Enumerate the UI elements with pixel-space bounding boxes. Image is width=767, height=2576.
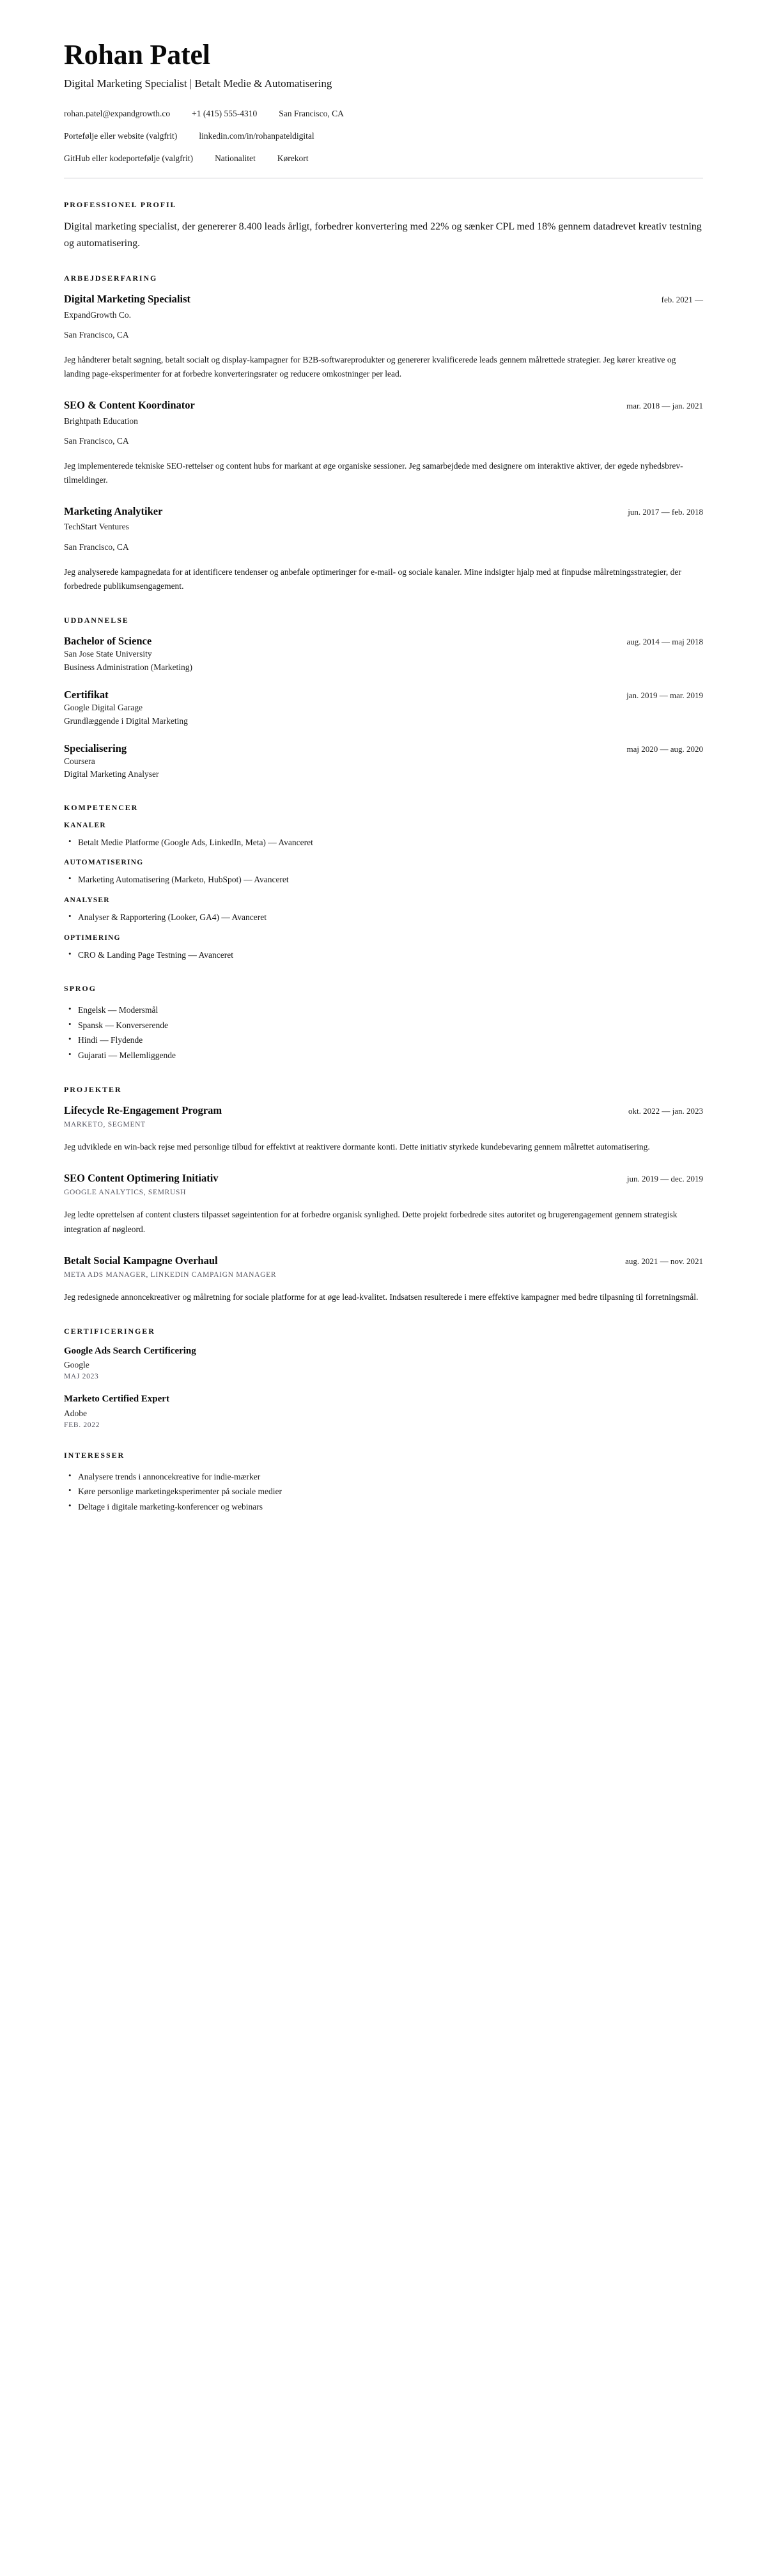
project-entry bbox=[64, 1104, 703, 1155]
section-experience bbox=[64, 274, 703, 594]
language-item: • Hindi — Flydende bbox=[78, 1033, 703, 1048]
project-name: SEO Content Optimering Initiativ bbox=[64, 1171, 219, 1184]
project-entry bbox=[64, 1254, 703, 1305]
skill-list bbox=[64, 872, 703, 887]
education-degree: Specialisering bbox=[64, 742, 127, 754]
project-date: aug. 2021 — nov. 2021 bbox=[625, 1256, 703, 1266]
section-title-skills: KOMPETENCER bbox=[64, 802, 139, 812]
experience-entry-head bbox=[64, 504, 703, 518]
language-item: • Spansk — Konverserende bbox=[78, 1018, 703, 1033]
experience-role: Marketing Analytiker bbox=[64, 504, 163, 517]
certification-entry bbox=[64, 1393, 703, 1429]
section-title-interests: INTERESSER bbox=[64, 1450, 125, 1460]
section-education bbox=[64, 616, 703, 781]
skill-group-title: OPTIMERING bbox=[64, 933, 121, 942]
profile-summary: Digital marketing specialist, der genererer 8.400 leads årligt, forbedrer konvertering med 22% og sænker CPL med 18% gennem datadrevet kreativ testning og automatisering. bbox=[64, 221, 702, 249]
project-entry-head bbox=[64, 1104, 703, 1117]
education-school: Coursera bbox=[64, 756, 95, 767]
skill-item: • Marketing Automatisering (Marketo, HubSpot) — Avanceret bbox=[78, 872, 703, 887]
section-projects bbox=[64, 1085, 703, 1305]
education-entry-head bbox=[64, 634, 703, 648]
skill-group bbox=[64, 896, 703, 925]
language-list bbox=[64, 1003, 703, 1063]
skill-list bbox=[64, 910, 703, 925]
project-entry bbox=[64, 1171, 703, 1237]
certification-issuer: Google bbox=[64, 1360, 89, 1370]
section-title-experience: ARBEJDSERFARING bbox=[64, 274, 158, 283]
section-interests bbox=[64, 1451, 703, 1515]
education-entry-head bbox=[64, 688, 703, 701]
phone-text: +1 (415) 555-4310 bbox=[192, 108, 258, 118]
interest-list bbox=[64, 1469, 703, 1515]
project-description: Jeg ledte oprettelsen af content clusters tilpasset søgeintention for at forbedre organisk synlighed. Dette projekt forbedrede sites autoritet og brugerengagement gennem strategisk integration af nøgleord. bbox=[64, 1210, 678, 1234]
interest-item: • Deltage i digitale marketing-konferencer og webinars bbox=[78, 1499, 703, 1515]
section-profile bbox=[64, 200, 703, 252]
linkedin-text: linkedin.com/in/rohanpateldigital bbox=[199, 130, 314, 141]
skill-item: • Analyser & Rapportering (Looker, GA4) — Avanceret bbox=[78, 910, 703, 925]
certification-name: Marketo Certified Expert bbox=[64, 1394, 169, 1405]
experience-location: San Francisco, CA bbox=[64, 330, 129, 340]
education-entry bbox=[64, 634, 703, 674]
skill-item: • Betalt Medie Platforme (Google Ads, LinkedIn, Meta) — Avanceret bbox=[78, 835, 703, 850]
project-name: Lifecycle Re-Engagement Program bbox=[64, 1104, 222, 1116]
skill-group bbox=[64, 822, 703, 850]
experience-date: feb. 2021 — bbox=[661, 295, 703, 305]
experience-description: Jeg analyserede kampagnedata for at identificere tendenser og anbefale optimeringer for e-mail- og sociale kanaler. Mine indsigter hjalp med at finpudse målretningsstrategier, der forbedrede publikumsengagement. bbox=[64, 566, 681, 591]
project-tags: GOOGLE ANALYTICS, SEMRUSH bbox=[64, 1189, 187, 1197]
education-entry bbox=[64, 742, 703, 781]
education-entry-head bbox=[64, 742, 703, 755]
education-date: maj 2020 — aug. 2020 bbox=[626, 744, 703, 754]
section-title-certifications: CERTIFICERINGER bbox=[64, 1326, 155, 1336]
experience-description: Jeg implementerede tekniske SEO-rettelser og content hubs for markant at øge organiske sessioner. Jeg samarbejdede med designere om interaktive aktiver, der øgede nyhedsbrev-tilmeldinger. bbox=[64, 460, 683, 485]
certification-entry bbox=[64, 1345, 703, 1381]
experience-date: mar. 2018 — jan. 2021 bbox=[626, 401, 703, 411]
skill-group-title: ANALYSER bbox=[64, 896, 110, 904]
education-entry bbox=[64, 688, 703, 728]
section-title-profile: PROFESSIONEL PROFIL bbox=[64, 200, 177, 210]
candidate-name: Rohan Patel bbox=[64, 39, 210, 70]
email-text: rohan.patel@expandgrowth.co bbox=[64, 108, 171, 118]
language-item: • Engelsk — Modersmål bbox=[78, 1003, 703, 1018]
education-degree: Bachelor of Science bbox=[64, 634, 152, 647]
experience-entry bbox=[64, 292, 703, 382]
certification-name: Google Ads Search Certificering bbox=[64, 1345, 196, 1356]
contact-row-2 bbox=[64, 130, 703, 143]
interest-item: • Analysere trends i annoncekreative for indie-mærker bbox=[78, 1469, 703, 1485]
experience-entry bbox=[64, 504, 703, 594]
education-field: Digital Marketing Analyser bbox=[64, 769, 159, 779]
experience-entry-head bbox=[64, 398, 703, 412]
experience-entry-head bbox=[64, 292, 703, 306]
contact-row-3 bbox=[64, 152, 703, 165]
resume-header bbox=[64, 40, 703, 178]
certification-date: FEB. 2022 bbox=[64, 1421, 100, 1429]
project-entry-head bbox=[64, 1171, 703, 1185]
project-tags: MARKETO, SEGMENT bbox=[64, 1121, 146, 1129]
section-skills bbox=[64, 803, 703, 963]
education-school: Google Digital Garage bbox=[64, 703, 143, 713]
section-certifications bbox=[64, 1327, 703, 1429]
experience-location: San Francisco, CA bbox=[64, 436, 129, 446]
portfolio-text: Portefølje eller website (valgfrit) bbox=[64, 130, 178, 141]
language-item: • Gujarati — Mellemliggende bbox=[78, 1048, 703, 1063]
section-title-projects: PROJEKTER bbox=[64, 1084, 122, 1094]
education-field: Business Administration (Marketing) bbox=[64, 662, 192, 672]
project-date: okt. 2022 — jan. 2023 bbox=[628, 1105, 703, 1116]
skill-group-title: AUTOMATISERING bbox=[64, 859, 144, 867]
section-title-languages: SPROG bbox=[64, 984, 97, 994]
interest-item: • Køre personlige marketingeksperimenter på sociale medier bbox=[78, 1484, 703, 1499]
experience-date: jun. 2017 — feb. 2018 bbox=[628, 506, 703, 517]
github-text: GitHub eller kodeportefølje (valgfrit) bbox=[64, 153, 194, 164]
education-date: jan. 2019 — mar. 2019 bbox=[626, 690, 703, 700]
experience-role: SEO & Content Koordinator bbox=[64, 399, 195, 412]
education-degree: Certifikat bbox=[64, 688, 109, 701]
certification-date: MAJ 2023 bbox=[64, 1373, 99, 1381]
skill-list bbox=[64, 948, 703, 963]
contact-row-1 bbox=[64, 107, 703, 120]
skill-list bbox=[64, 835, 703, 850]
experience-company: ExpandGrowth Co. bbox=[64, 309, 131, 320]
location-text: San Francisco, CA bbox=[279, 108, 344, 118]
experience-company: TechStart Ventures bbox=[64, 522, 129, 532]
skill-item: • CRO & Landing Page Testning — Avanceret bbox=[78, 948, 703, 963]
skill-group bbox=[64, 934, 703, 963]
experience-role: Digital Marketing Specialist bbox=[64, 293, 190, 306]
project-entry-head bbox=[64, 1254, 703, 1267]
skill-group bbox=[64, 859, 703, 887]
driving-license-text: Kørekort bbox=[277, 153, 309, 164]
section-languages bbox=[64, 984, 703, 1063]
project-name: Betalt Social Kampagne Overhaul bbox=[64, 1254, 218, 1267]
education-school: San Jose State University bbox=[64, 649, 152, 659]
nationality-text: Nationalitet bbox=[215, 153, 256, 164]
experience-company: Brightpath Education bbox=[64, 416, 138, 426]
project-date: jun. 2019 — dec. 2019 bbox=[626, 1173, 703, 1183]
education-date: aug. 2014 — maj 2018 bbox=[626, 636, 703, 646]
project-description: Jeg udviklede en win-back rejse med personlige tilbud for effektivt at reaktivere dormante konti. Dette initiativ styrkede kundebevaring gennem målrettet automatisering. bbox=[64, 1142, 650, 1152]
experience-location: San Francisco, CA bbox=[64, 542, 129, 552]
project-description: Jeg redesignede annoncekreativer og målretning for sociale platforme for at øge lead-kvalitet. Indsatsen resulterede i mere effektive kampagner med bedre tilpasning til forretningsmål. bbox=[64, 1292, 699, 1302]
experience-entry bbox=[64, 398, 703, 488]
certification-issuer: Adobe bbox=[64, 1408, 87, 1418]
candidate-headline: Digital Marketing Specialist | Betalt Medie & Automatisering bbox=[64, 77, 332, 90]
section-title-education: UDDANNELSE bbox=[64, 615, 129, 625]
skill-group-title: KANALER bbox=[64, 821, 106, 829]
project-tags: META ADS MANAGER, LINKEDIN CAMPAIGN MANAGER bbox=[64, 1271, 277, 1279]
education-field: Grundlæggende i Digital Marketing bbox=[64, 715, 188, 726]
experience-description: Jeg håndterer betalt søgning, betalt socialt og display-kampagner for B2B-softwareprodukter og genererer kvalificerede leads gennem målrettede strategier. Jeg kører kreative og landing page-eksperimenter for at forbedre konverteringsrater og reducere omkostninger per lead. bbox=[64, 354, 676, 379]
